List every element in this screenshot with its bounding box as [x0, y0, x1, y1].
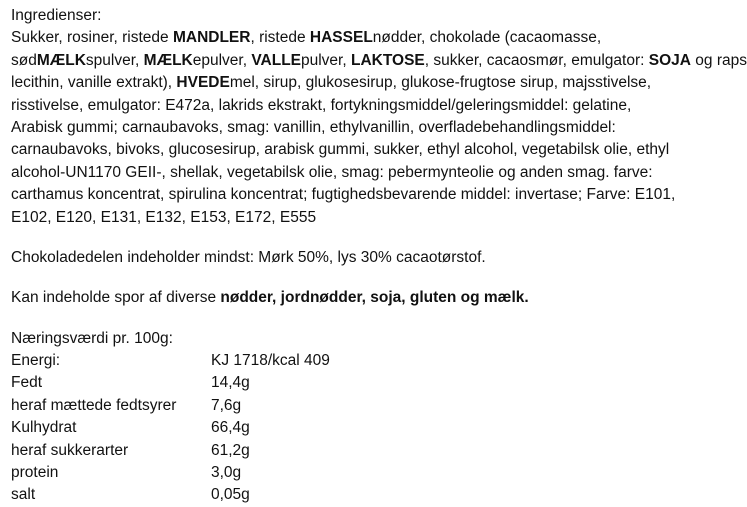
nutrition-value: KJ 1718/kcal 409 [211, 352, 330, 370]
allergen-ingredient: SOJA [648, 51, 691, 69]
nutrition-value: 14,4g [211, 374, 250, 392]
allergen-ingredient: MANDLER [172, 29, 251, 47]
ingredient-text: carnaubavoks, bivoks, glucosesirup, arabisk gummi, sukker, ethyl alcohol, vegetabilsk olie, ethyl [11, 141, 670, 159]
ingredients-line [11, 27, 716, 49]
nutrition-label: Fedt [11, 374, 43, 392]
ingredients-line [11, 95, 716, 117]
ingredient-text: nødder, chokolade (cacaomasse, [372, 29, 602, 47]
nutrition-row-energy [11, 350, 716, 372]
nutrition-label: protein [11, 464, 59, 482]
ingredient-text: alcohol-UN1170 GEII-, shellak, vegetabilsk olie, smag: pebermynteolie og anden smag. farve: [11, 163, 653, 181]
allergen-ingredient: VALLE [251, 51, 301, 69]
ingredient-text: og raps [690, 51, 747, 69]
allergen-list: nødder, jordnødder, soja, gluten og mælk. [220, 289, 529, 307]
nutrition-value: 66,4g [211, 419, 250, 437]
ingredient-text: , sukker, cacaosmør, emulgator: [424, 51, 649, 69]
spacer [11, 229, 716, 247]
allergen-ingredient: MÆLK [143, 51, 193, 69]
ingredient-text: , ristede [250, 29, 310, 47]
ingredient-text: mel, sirup, glukosesirup, glukose-frugtose sirup, majsstivelse, [229, 74, 652, 92]
nutrition-row-fat [11, 372, 716, 394]
chocolate-content-note: Chokoladedelen indeholder mindst: Mørk 50%, lys 30% cacaotørstof. [11, 248, 486, 266]
spacer [11, 269, 716, 287]
spacer [11, 310, 716, 328]
nutrition-label: salt [11, 486, 36, 504]
ingredients-line [11, 50, 747, 72]
product-label-document [11, 5, 747, 507]
nutrition-row-salt [11, 484, 716, 506]
ingredient-text: risstivelse, emulgator: E472a, lakrids ekstrakt, fortykningsmiddel/geleringsmiddel: gelatine, [11, 96, 632, 114]
ingredients-line [11, 117, 716, 139]
nutrition-value: 7,6g [211, 396, 242, 414]
nutrition-value: 0,05g [211, 486, 250, 504]
nutrition-label: Kulhydrat [11, 419, 77, 437]
nutrition-row-protein [11, 462, 716, 484]
ingredient-text: pulver, [301, 51, 351, 69]
ingredient-text: sød [11, 51, 37, 69]
nutrition-label: heraf sukkerarter [11, 441, 129, 459]
nutrition-row-carbohydrate [11, 417, 716, 439]
ingredients-line [11, 162, 716, 184]
allergen-ingredient: MÆLK [36, 51, 86, 69]
allergen-ingredient: HASSEL [309, 29, 373, 47]
allergen-note-prefix: Kan indeholde spor af diverse [11, 289, 221, 307]
ingredient-text: carthamus koncentrat, spirulina koncentrat; fugtighedsbevarende middel: invertase; Farve: E101, [11, 186, 676, 204]
ingredient-text: Arabisk gummi; carnaubavoks, smag: vanillin, ethylvanillin, overfladebehandlingsmiddel: [11, 118, 616, 136]
ingredients-heading: Ingredienser: [11, 7, 102, 24]
nutrition-row-saturated-fat [11, 395, 716, 417]
ingredient-text: Sukker, rosiner, ristede [11, 29, 173, 47]
ingredients-line [11, 139, 716, 161]
nutrition-table [11, 350, 716, 507]
allergen-ingredient: HVEDE [176, 74, 230, 92]
ingredient-text: epulver, [192, 51, 252, 69]
nutrition-label: heraf mættede fedtsyrer [11, 396, 177, 414]
ingredients-line [11, 184, 716, 206]
nutrition-row-sugars [11, 440, 716, 462]
ingredient-text: E102, E120, E131, E132, E153, E172, E555 [11, 208, 317, 226]
nutrition-value: 3,0g [211, 464, 242, 482]
ingredients-line [11, 207, 716, 229]
nutrition-label: Energi: [11, 352, 61, 370]
ingredients-line [11, 72, 716, 94]
allergen-ingredient: LAKTOSE [350, 51, 425, 69]
ingredient-text: spulver, [85, 51, 144, 69]
ingredient-text: lecithin, vanille extrakt), [11, 74, 177, 92]
nutrition-heading: Næringsværdi pr. 100g: [11, 329, 173, 347]
nutrition-value: 61,2g [211, 441, 250, 459]
ingredients-list [11, 27, 747, 229]
allergen-note [11, 287, 716, 309]
